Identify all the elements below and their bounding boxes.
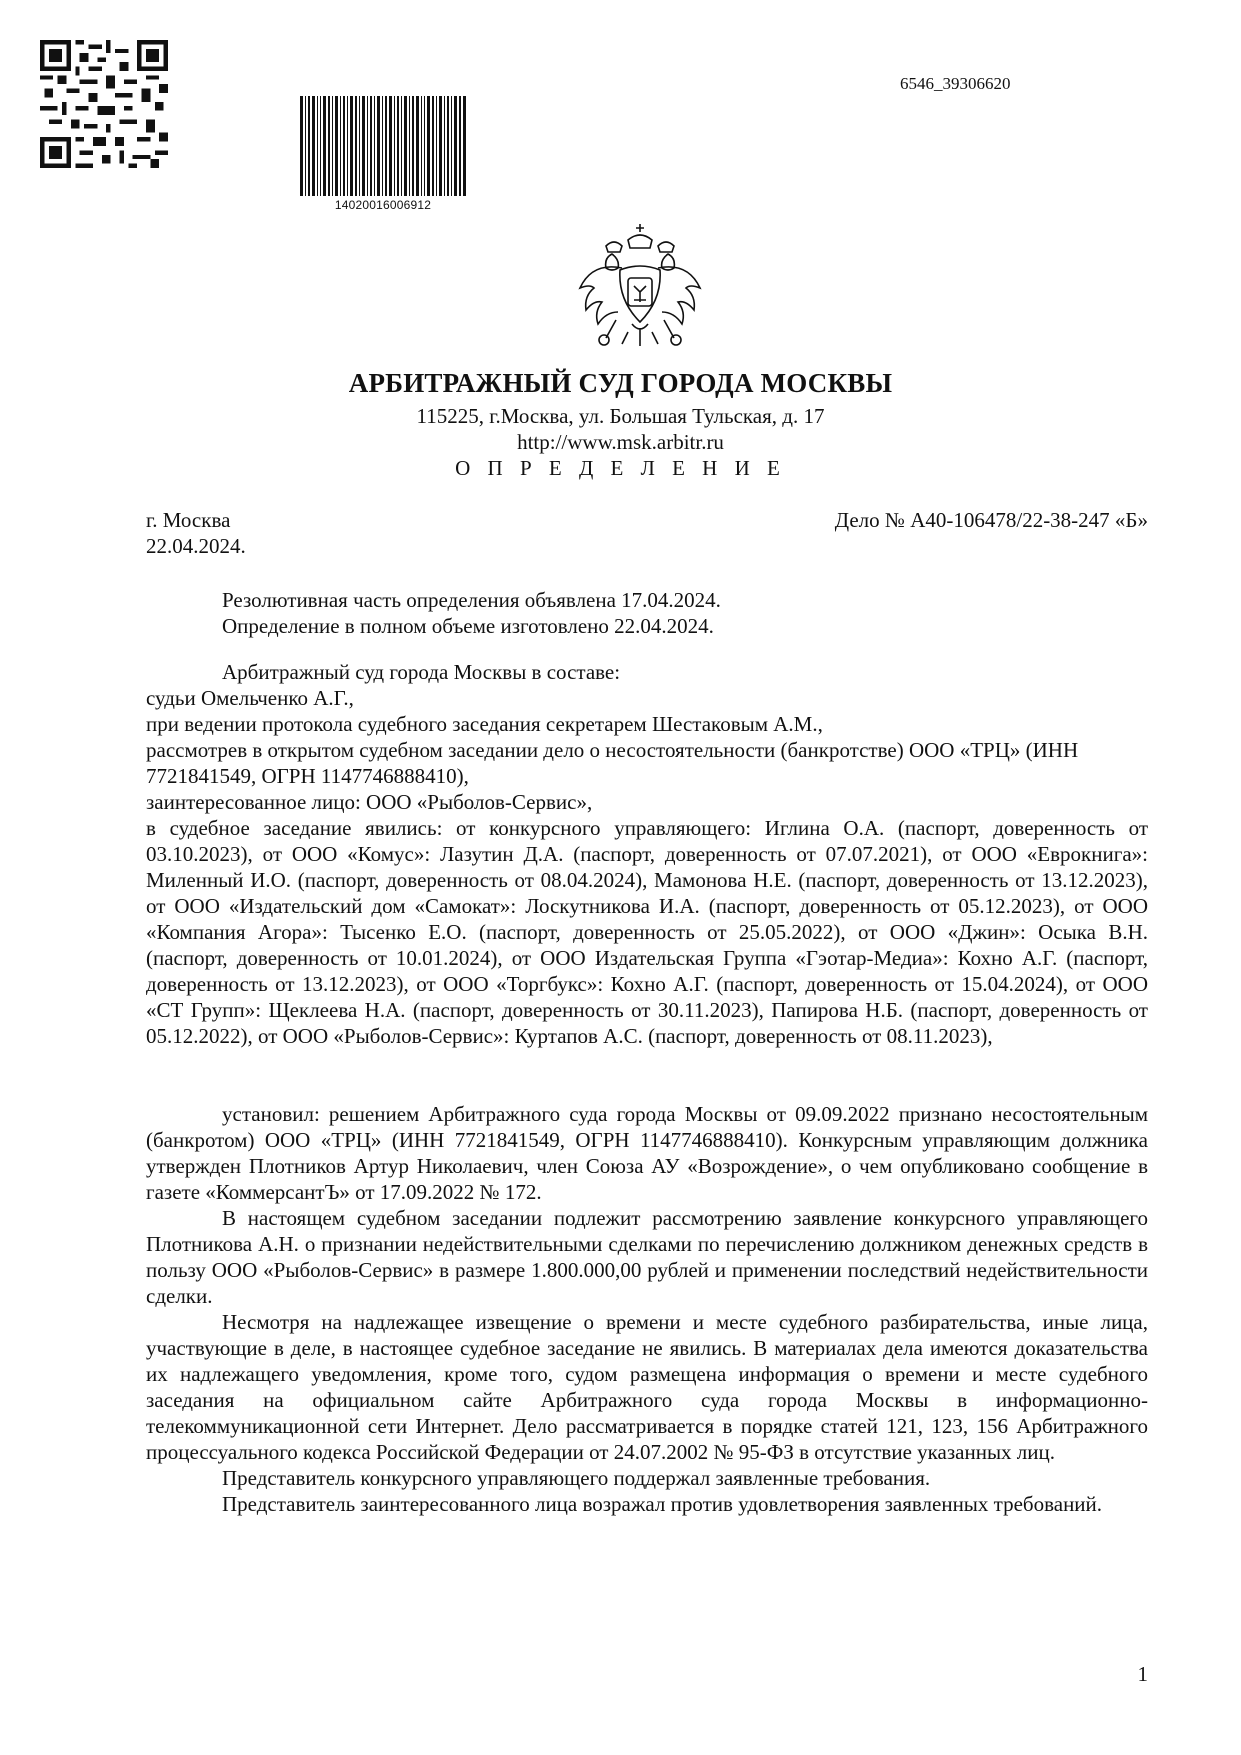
body-paragraph: Представитель конкурсного управляющего поддержал заявленные требования. bbox=[222, 1466, 931, 1490]
intro-block bbox=[146, 587, 1148, 639]
composition-line: Арбитражный суд города Москвы в составе: bbox=[222, 660, 621, 684]
court-address: 115225, г.Москва, ул. Большая Тульская, д. 17 bbox=[416, 404, 825, 428]
court-url: http://www.msk.arbitr.ru bbox=[517, 430, 724, 454]
intro-line: Определение в полном объеме изготовлено 22.04.2024. bbox=[222, 614, 714, 638]
composition-line: заинтересованное лицо: ООО «Рыболов-Сервис», bbox=[146, 790, 593, 814]
document-id: 6546_39306620 bbox=[900, 74, 1011, 93]
attendees-paragraph: в судебное заседание явились: от конкурсного управляющего: Иглина О.А. (паспорт, доверенность от 03.10.2023), от ООО «Комус»: Лазутин Д.А. (паспорт, доверенность от 07.07.2021), от ООО «Еврокнига»: Миленный И.О. (паспорт, доверенность от 08.04.2024), Мамонова Н.Е. (паспорт, доверенность от 13.12.2023), от ООО «Издательский дом «Самокат»: Лоскутникова И.А. (паспорт, доверенность от 05.12.2023), от ООО «Компания Агора»: Тысенко Е.О. (паспорт, доверенность от 25.05.2022), от ООО «Джин»: Осыка В.Н. (паспорт, доверенность от 10.01.2024), от ООО Издательская Группа «Гэотар-Медиа»: Кохно А.Г. (паспорт, доверенность от 13.12.2023), от ООО «Торгбукс»: Кохно А.Г. (паспорт, доверенность от 15.04.2024), от ООО «СТ Групп»: Щеклеева Н.А. (паспорт, доверенность от 30.11.2023), Папирова Н.Б. (паспорт, доверенность от 05.12.2022), от ООО «Рыболов-Сервис»: Куртапов А.С. (паспорт, доверенность от 08.11.2023), bbox=[146, 816, 1148, 1048]
barcode bbox=[300, 96, 466, 196]
court-name: АРБИТРАЖНЫЙ СУД ГОРОДА МОСКВЫ bbox=[348, 368, 893, 398]
composition-line: рассмотрев в открытом судебном заседании дело о несостоятельности (банкротстве) ООО «ТРЦ» (ИНН 7721841549, ОГРН 1147746888410), bbox=[146, 738, 1079, 788]
city: г. Москва bbox=[146, 508, 231, 532]
body-paragraph: Несмотря на надлежащее извещение о времени и месте судебного разбирательства, иные лица, участвующие в деле, в настоящее судебное заседание не явились. В материалах дела имеются доказательства их надлежащего уведомления, кроме того, судом размещена информация о времени и месте судебного заседания на официальном сайте Арбитражного суда города Москвы в информационно-телекоммуникационной сети Интернет. Дело рассматривается в порядке статей 121, 123, 156 Арбитражного процессуального кодекса Российской Федерации от 24.07.2002 № 95-ФЗ в отсутствие указанных лиц. bbox=[146, 1310, 1148, 1464]
body-paragraph: Представитель заинтересованного лица возражал против удовлетворения заявленных требований. bbox=[222, 1492, 1103, 1516]
body-paragraph: В настоящем судебном заседании подлежит рассмотрению заявление конкурсного управляющего Плотникова А.Н. о признании недействительными сделками по перечислению должником денежных средств в пользу ООО «Рыболов-Сервис» в размере 1.800.000,00 рублей и применении последствий недействительности сделки. bbox=[146, 1206, 1148, 1308]
body-block bbox=[146, 1101, 1148, 1517]
qr-code bbox=[40, 40, 168, 168]
body-paragraph: установил: решением Арбитражного суда города Москвы от 09.09.2022 признано несостоятельным (банкротом) ООО «ТРЦ» (ИНН 7721841549, ОГРН 1147746888410). Конкурсным управляющим должника утвержден Плотников Артур Николаевич, член Союза АУ «Возрождение», о чем опубликовано сообщение в газете «КоммерсантЪ» от 17.09.2022 № 172. bbox=[146, 1102, 1148, 1204]
intro-line: Резолютивная часть определения объявлена 17.04.2024. bbox=[222, 588, 721, 612]
barcode-number: 14020016006912 bbox=[334, 198, 432, 212]
case-number: Дело № А40-106478/22-38-247 «Б» bbox=[834, 508, 1148, 532]
composition-line: при ведении протокола судебного заседания секретарем Шестаковым А.М., bbox=[146, 712, 823, 736]
composition-line: судьи Омельченко А.Г., bbox=[146, 686, 354, 710]
composition-block bbox=[146, 659, 1148, 1049]
document-type: О П Р Е Д Е Л Е Н И Е bbox=[455, 456, 786, 480]
coat-of-arms-emblem bbox=[576, 220, 704, 352]
page-number: 1 bbox=[1137, 1662, 1148, 1686]
document-date: 22.04.2024. bbox=[146, 534, 246, 558]
